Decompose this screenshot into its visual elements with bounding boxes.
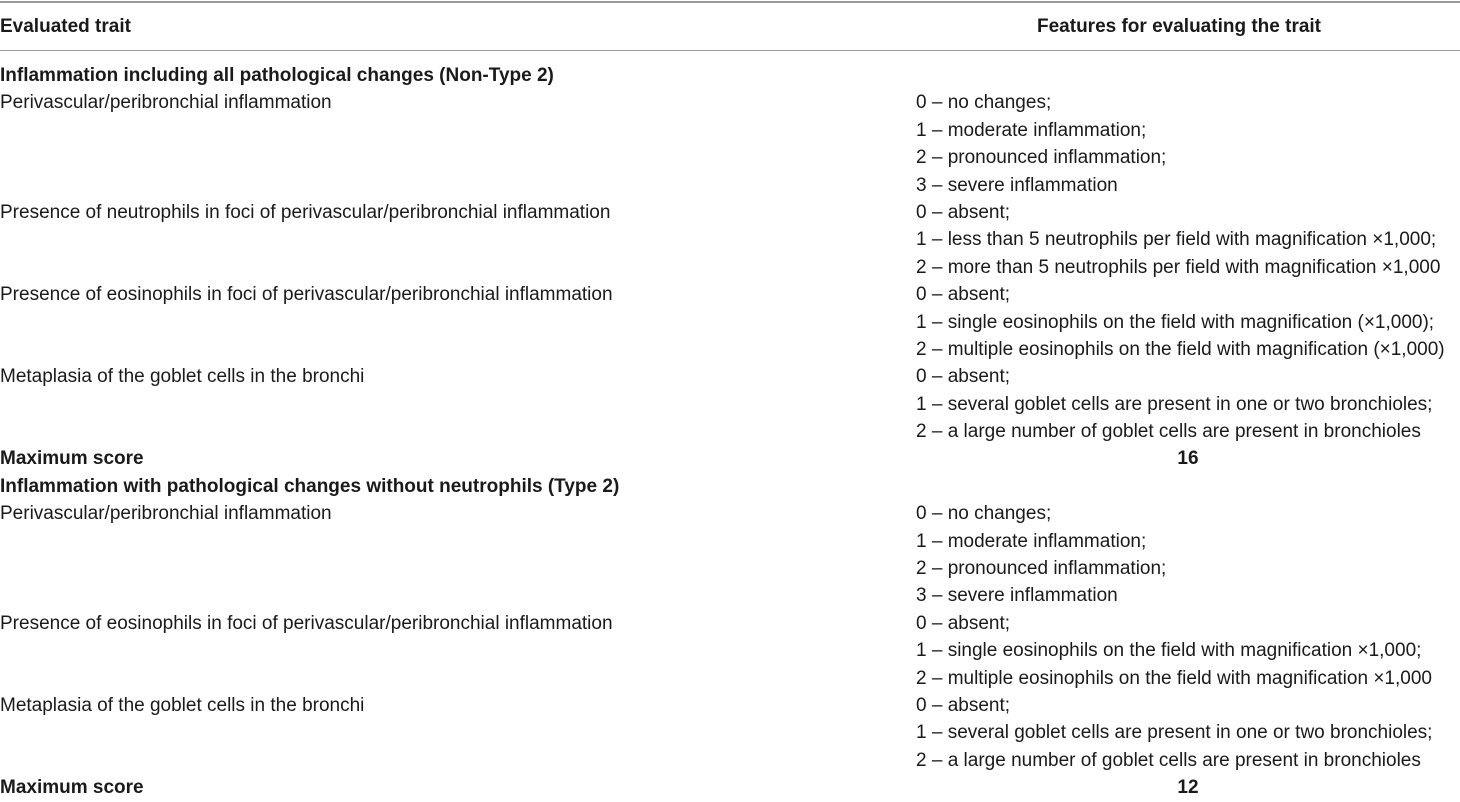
feature-line: 3 – severe inflammation (916, 585, 1118, 607)
feature-line: 2 – pronounced inflammation; (916, 147, 1167, 169)
section-title: Inflammation with pathological changes without neutrophils (Type 2) (0, 475, 620, 497)
feature-line: 0 – absent; (916, 694, 1011, 716)
trait-features (916, 692, 1460, 774)
feature-line: 1 – several goblet cells are present in one or two bronchioles; (916, 393, 1433, 415)
table-header-row (0, 14, 1460, 40)
trait-name: Perivascular/peribronchial inflammation (0, 92, 332, 114)
table-body (0, 62, 1460, 802)
trait-name: Perivascular/peribronchial inflammation (0, 503, 332, 525)
feature-line: 1 – moderate inflammation; (916, 119, 1147, 141)
feature-line: 1 – single eosinophils on the field with magnification ×1,000; (916, 640, 1422, 662)
trait-features (916, 610, 1460, 692)
max-score-value: 12 (1177, 777, 1199, 799)
feature-line: 1 – less than 5 neutrophils per field with magnification ×1,000; (916, 229, 1437, 251)
trait-name: Metaplasia of the goblet cells in the bronchi (0, 694, 365, 716)
trait-features (916, 363, 1460, 445)
feature-line: 0 – absent; (916, 284, 1011, 306)
feature-line: 1 – several goblet cells are present in one or two bronchioles; (916, 722, 1433, 744)
feature-line: 2 – a large number of goblet cells are present in bronchioles (916, 421, 1421, 443)
max-score-row (0, 774, 1460, 801)
feature-line: 0 – absent; (916, 612, 1011, 634)
feature-line: 2 – a large number of goblet cells are present in bronchioles (916, 749, 1421, 771)
feature-line: 2 – pronounced inflammation; (916, 558, 1167, 580)
feature-line: 2 – multiple eosinophils on the field with magnification (×1,000) (916, 338, 1445, 360)
max-score-label: Maximum score (0, 777, 144, 799)
trait-name: Metaplasia of the goblet cells in the bronchi (0, 366, 365, 388)
max-score-label: Maximum score (0, 448, 144, 470)
trait-features (916, 500, 1460, 610)
table-header-rule (0, 50, 1460, 51)
header-evaluated-trait: Evaluated trait (0, 16, 131, 37)
trait-features (916, 89, 1460, 199)
trait-name: Presence of neutrophils in foci of perivascular/peribronchial inflammation (0, 201, 611, 223)
trait-name: Presence of eosinophils in foci of perivascular/peribronchial inflammation (0, 612, 613, 634)
table-row (0, 610, 1460, 692)
max-score-value: 16 (1177, 448, 1199, 470)
max-score-row (0, 445, 1460, 472)
table-row (0, 500, 1460, 610)
trait-features (916, 199, 1460, 281)
table-row (0, 692, 1460, 774)
feature-line: 1 – moderate inflammation; (916, 530, 1147, 552)
table-row (0, 363, 1460, 445)
trait-features (916, 281, 1460, 363)
feature-line: 2 – multiple eosinophils on the field with magnification ×1,000 (916, 667, 1432, 689)
feature-line: 0 – absent; (916, 201, 1011, 223)
header-features: Features for evaluating the trait (1037, 16, 1322, 37)
table-top-rule (0, 1, 1460, 3)
feature-line: 0 – no changes; (916, 92, 1052, 114)
section-title: Inflammation including all pathological changes (Non-Type 2) (0, 65, 554, 86)
feature-line: 1 – single eosinophils on the field with magnification (×1,000); (916, 311, 1435, 333)
trait-name: Presence of eosinophils in foci of perivascular/peribronchial inflammation (0, 284, 613, 306)
table-row (0, 281, 1460, 363)
feature-line: 0 – no changes; (916, 503, 1052, 525)
feature-line: 2 – more than 5 neutrophils per field with magnification ×1,000 (916, 256, 1441, 278)
table-row (0, 199, 1460, 281)
table-row (0, 89, 1460, 199)
feature-line: 0 – absent; (916, 366, 1011, 388)
feature-line: 3 – severe inflammation (916, 174, 1118, 196)
